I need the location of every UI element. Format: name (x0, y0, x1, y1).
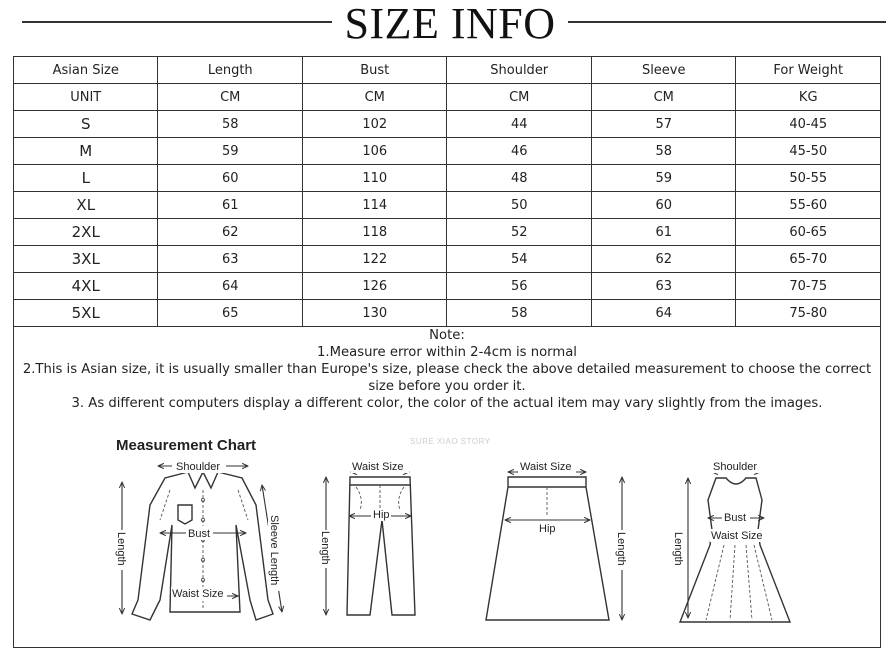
unit-cell: UNIT (14, 84, 158, 111)
note-line: 3. As different computers display a different color, the color of the actual item may vary slightly from the images. (71, 396, 823, 411)
header-cell: For Weight (736, 57, 881, 84)
table-cell: 110 (302, 165, 446, 192)
shirt-yoke-right (238, 490, 248, 520)
pants-pocket-left (356, 487, 361, 510)
skirt-illustration (486, 460, 629, 620)
size-cell: 2XL (14, 219, 158, 246)
unit-cell: CM (158, 84, 303, 111)
pants-length-label: Length (319, 531, 331, 565)
shirt-sleeve-label: Sleeve Length (268, 515, 280, 586)
table-cell: 58 (591, 138, 736, 165)
dress-illustration (672, 460, 790, 622)
table-cell: 52 (447, 219, 592, 246)
watermark: SURE XIAO STORY (410, 437, 491, 446)
table-cell: 64 (158, 273, 303, 300)
shirt-illustration (115, 459, 282, 620)
table-cell: 50 (447, 192, 592, 219)
table-cell: 46 (447, 138, 592, 165)
table-cell: 59 (158, 138, 303, 165)
shirt-length-label: Length (115, 532, 127, 566)
table-cell: 64 (591, 300, 736, 327)
skirt-outline (486, 477, 609, 620)
shirt-waist-label: Waist Size (172, 588, 224, 600)
shirt-collar (188, 472, 218, 488)
table-cell: 55-60 (736, 192, 881, 219)
table-cell: 44 (447, 111, 592, 138)
dress-length-label: Length (672, 532, 684, 566)
shirt-shoulder-label: Shoulder (176, 461, 221, 473)
size-cell: M (14, 138, 158, 165)
table-cell: 50-55 (736, 165, 881, 192)
unit-cell: CM (447, 84, 592, 111)
table-cell: 102 (302, 111, 446, 138)
table-cell: 65 (158, 300, 303, 327)
table-cell: 60 (591, 192, 736, 219)
note-line: 1.Measure error within 2-4cm is normal (317, 345, 577, 360)
table-cell: 126 (302, 273, 446, 300)
dress-outline (680, 478, 790, 622)
skirt-length-label: Length (615, 532, 627, 566)
table-cell: 48 (447, 165, 592, 192)
table-cell: 65-70 (736, 246, 881, 273)
table-cell: 58 (447, 300, 592, 327)
size-cell: 5XL (14, 300, 158, 327)
table-cell: 58 (158, 111, 303, 138)
table-cell: 54 (447, 246, 592, 273)
dress-waist-label: Waist Size (711, 530, 763, 542)
table-cell: 122 (302, 246, 446, 273)
dress-pleat (706, 545, 724, 620)
table-cell: 60-65 (736, 219, 881, 246)
pants-waist-label: Waist Size (352, 461, 404, 473)
table-cell: 62 (158, 219, 303, 246)
dress-bust-label: Bust (724, 512, 747, 524)
unit-cell: CM (302, 84, 446, 111)
skirt-waist-label: Waist Size (520, 461, 572, 473)
dress-shoulder-label: Shoulder (713, 461, 758, 473)
table-cell: 114 (302, 192, 446, 219)
pants-hip-label: Hip (373, 509, 390, 521)
dress-pleat (746, 545, 752, 620)
header-cell: Shoulder (447, 57, 592, 84)
table-cell: 70-75 (736, 273, 881, 300)
size-cell: L (14, 165, 158, 192)
size-cell: 4XL (14, 273, 158, 300)
measurement-chart-title: Measurement Chart (116, 437, 257, 454)
table-cell: 61 (591, 219, 736, 246)
unit-cell: CM (591, 84, 736, 111)
dress-pleat (754, 545, 772, 620)
size-cell: S (14, 111, 158, 138)
table-cell: 61 (158, 192, 303, 219)
pants-pocket-right (399, 487, 404, 510)
table-cell: 45-50 (736, 138, 881, 165)
table-cell: 63 (158, 246, 303, 273)
shirt-pocket (178, 505, 192, 524)
header-cell: Asian Size (14, 57, 158, 84)
unit-cell: KG (736, 84, 881, 111)
shirt-bust-label: Bust (188, 528, 211, 540)
table-cell: 62 (591, 246, 736, 273)
size-cell: 3XL (14, 246, 158, 273)
header-cell: Length (158, 57, 303, 84)
table-cell: 40-45 (736, 111, 881, 138)
table-cell: 118 (302, 219, 446, 246)
header-cell: Sleeve (591, 57, 736, 84)
size-cell: XL (14, 192, 158, 219)
pants-outline (347, 477, 415, 615)
table-cell: 130 (302, 300, 446, 327)
dress-pleat (730, 545, 735, 620)
table-cell: 63 (591, 273, 736, 300)
table-cell: 59 (591, 165, 736, 192)
table-cell: 57 (591, 111, 736, 138)
table-cell: 75-80 (736, 300, 881, 327)
header-cell: Bust (302, 57, 446, 84)
table-cell: 106 (302, 138, 446, 165)
notes-heading: Note: (429, 328, 465, 343)
table-cell: 60 (158, 165, 303, 192)
table-cell: 56 (447, 273, 592, 300)
page-title: SIZE INFO (344, 0, 556, 48)
note-line: 2.This is Asian size, it is usually smaller than Europe's size, please check the above detailed measurement to choose the correct size before you order it. (22, 362, 872, 394)
pants-illustration (319, 460, 415, 615)
skirt-hip-label: Hip (539, 523, 556, 535)
shirt-yoke-left (160, 490, 170, 520)
